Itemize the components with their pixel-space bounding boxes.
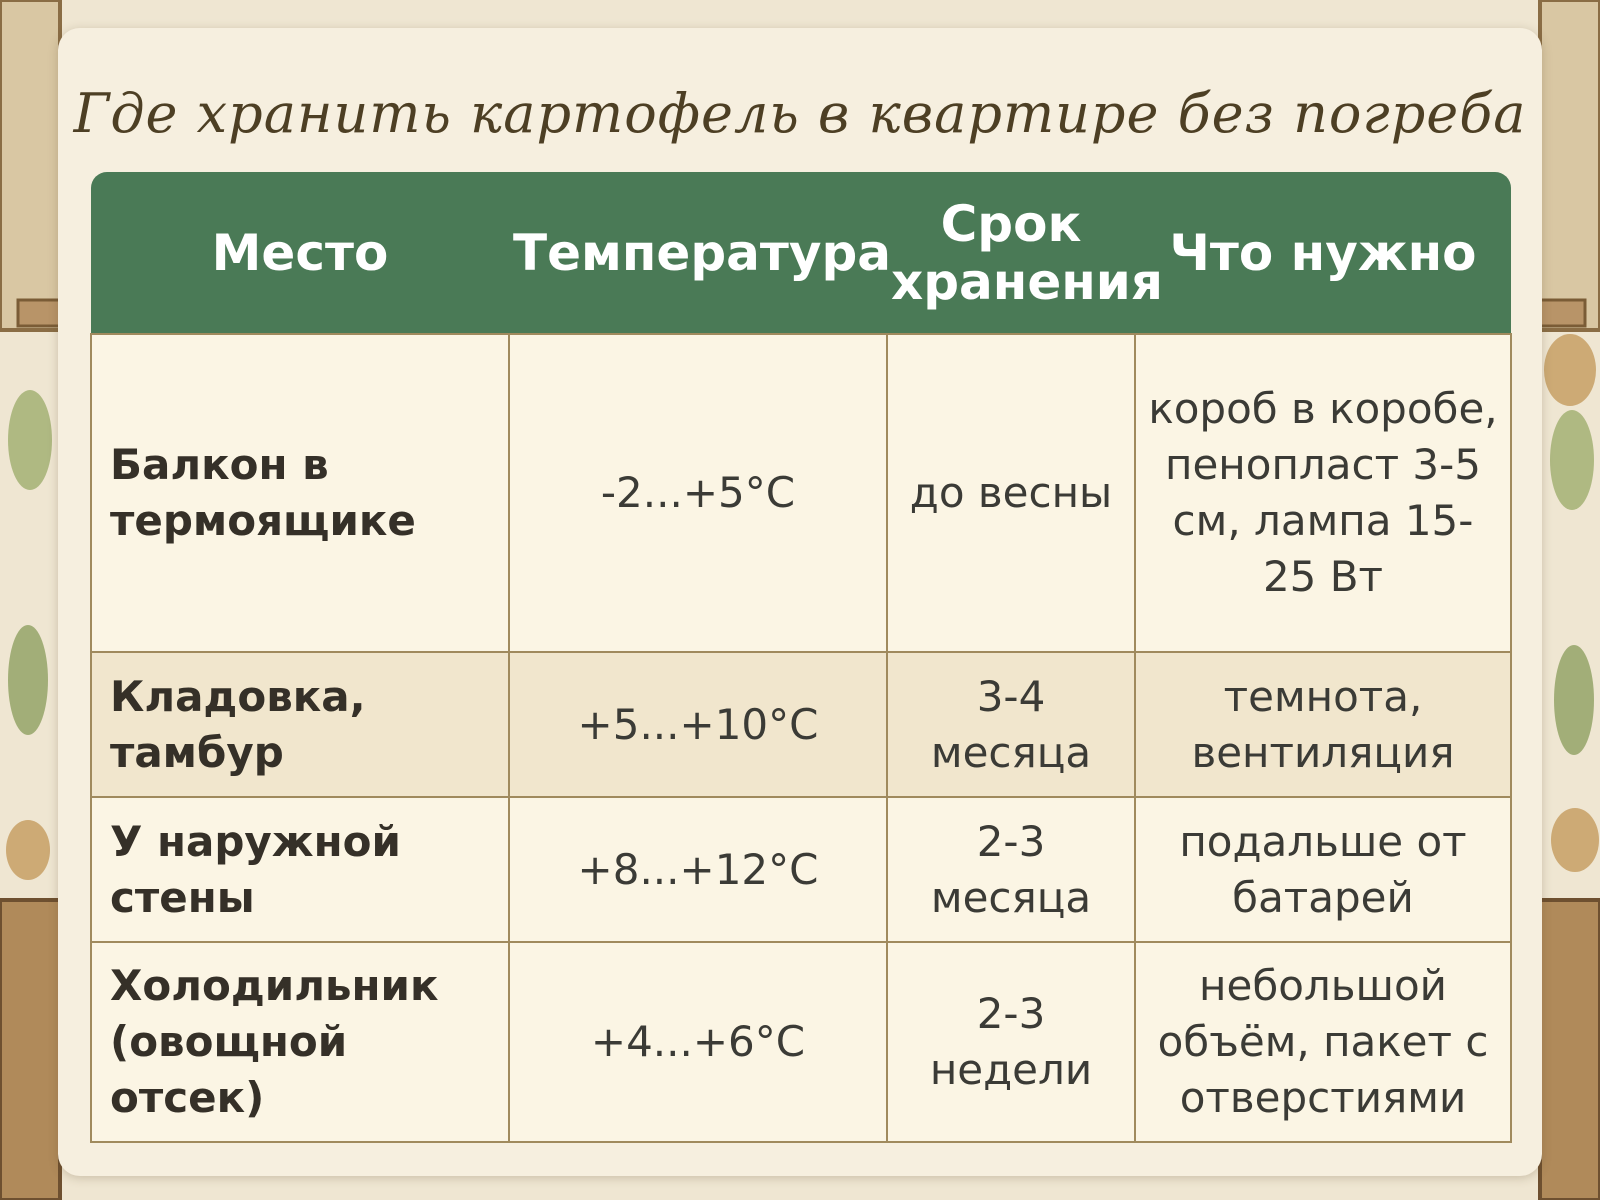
cell-temperature: +5...+10°C: [509, 652, 887, 797]
table-row: [91, 797, 1511, 942]
cell-needs: короб в коробе, пенопласт 3-5 см, лампа 15-25 Вт: [1135, 334, 1511, 652]
cell-needs: темнота, вентиляция: [1135, 652, 1511, 797]
table-row: [91, 334, 1511, 652]
cell-place: Балкон в термоящике: [91, 334, 509, 652]
cell-duration: 2-3 недели: [887, 942, 1135, 1142]
header-place: Место: [211, 223, 389, 282]
cell-place: Холодильник (овощной отсек): [91, 942, 509, 1142]
cell-temperature: +4...+6°C: [509, 942, 887, 1142]
cell-temperature: -2...+5°C: [509, 334, 887, 652]
cell-place: У наружной стены: [91, 797, 509, 942]
table-row: [91, 942, 1511, 1142]
cell-needs: подальше от батарей: [1135, 797, 1511, 942]
table-header-row: [91, 172, 1511, 334]
header-duration: Срок хранения: [891, 194, 1163, 311]
header-temperature: Температура: [513, 223, 891, 282]
header-needs: Что нужно: [1169, 223, 1477, 282]
page-title: Где хранить картофель в квартире без погреба: [73, 82, 1527, 145]
cell-place: Кладовка, тамбур: [91, 652, 509, 797]
cell-duration: до весны: [887, 334, 1135, 652]
cell-needs: небольшой объём, пакет с отверстиями: [1135, 942, 1511, 1142]
table-row: [91, 652, 1511, 797]
cell-duration: 3-4 месяца: [887, 652, 1135, 797]
cell-duration: 2-3 месяца: [887, 797, 1135, 942]
storage-table: [90, 172, 1512, 1143]
cell-temperature: +8...+12°C: [509, 797, 887, 942]
